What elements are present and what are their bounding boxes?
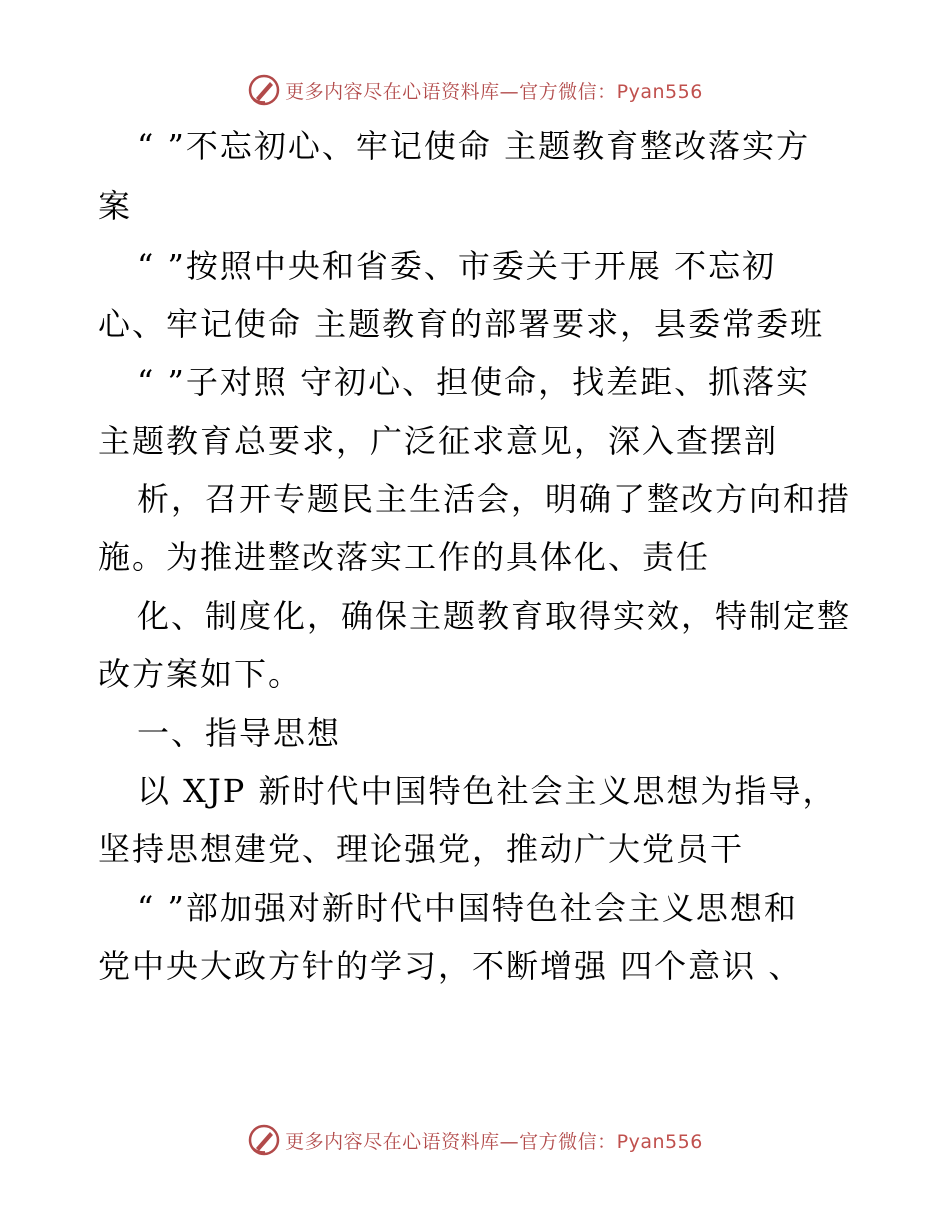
body-line-11: “ ”部加强对新时代中国特色社会主义思想和 — [137, 889, 798, 927]
pen-circle-logo-icon — [247, 1123, 281, 1157]
body-line-8: 改方案如下。 — [98, 655, 303, 693]
title-line-2: 案 — [98, 187, 133, 225]
section-heading: 一、指导思想 — [137, 714, 342, 752]
watermark-text: 更多内容尽在心语资料库—官方微信：Pyan556 — [285, 80, 703, 103]
footer-watermark — [0, 1120, 950, 1160]
body-line-4: 主题教育总要求，广泛征求意见，深入查摆剖 — [98, 422, 779, 460]
body-line-5: 析，召开专题民主生活会，明确了整改方向和措 — [137, 480, 852, 518]
body-line-3: “ ”子对照 守初心、担使命，找差距、抓落实 — [137, 363, 811, 401]
body-line-2: 心、牢记使命 主题教育的部署要求，县委常委班 — [98, 305, 825, 343]
body-line-12: 党中央大政方针的学习，不断增强 四个意识 、 — [98, 947, 803, 985]
body-line-1: “ ”按照中央和省委、市委关于开展 不忘初 — [137, 247, 777, 285]
body-line-10: 坚持思想建党、理论强党，推动广大党员干 — [98, 830, 745, 868]
body-line-9: 以 XJP 新时代中国特色社会主义思想为指导， — [137, 772, 837, 810]
body-line-7: 化、制度化，确保主题教育取得实效，特制定整 — [137, 597, 852, 635]
title-line-1: “ ”不忘初心、牢记使命 主题教育整改落实方 — [137, 127, 811, 165]
watermark-id: Pyan556 — [616, 1130, 703, 1153]
body-line-6: 施。为推进整改落实工作的具体化、责任 — [98, 538, 711, 576]
watermark-id: Pyan556 — [616, 80, 703, 103]
watermark-text: 更多内容尽在心语资料库—官方微信：Pyan556 — [285, 1130, 703, 1153]
